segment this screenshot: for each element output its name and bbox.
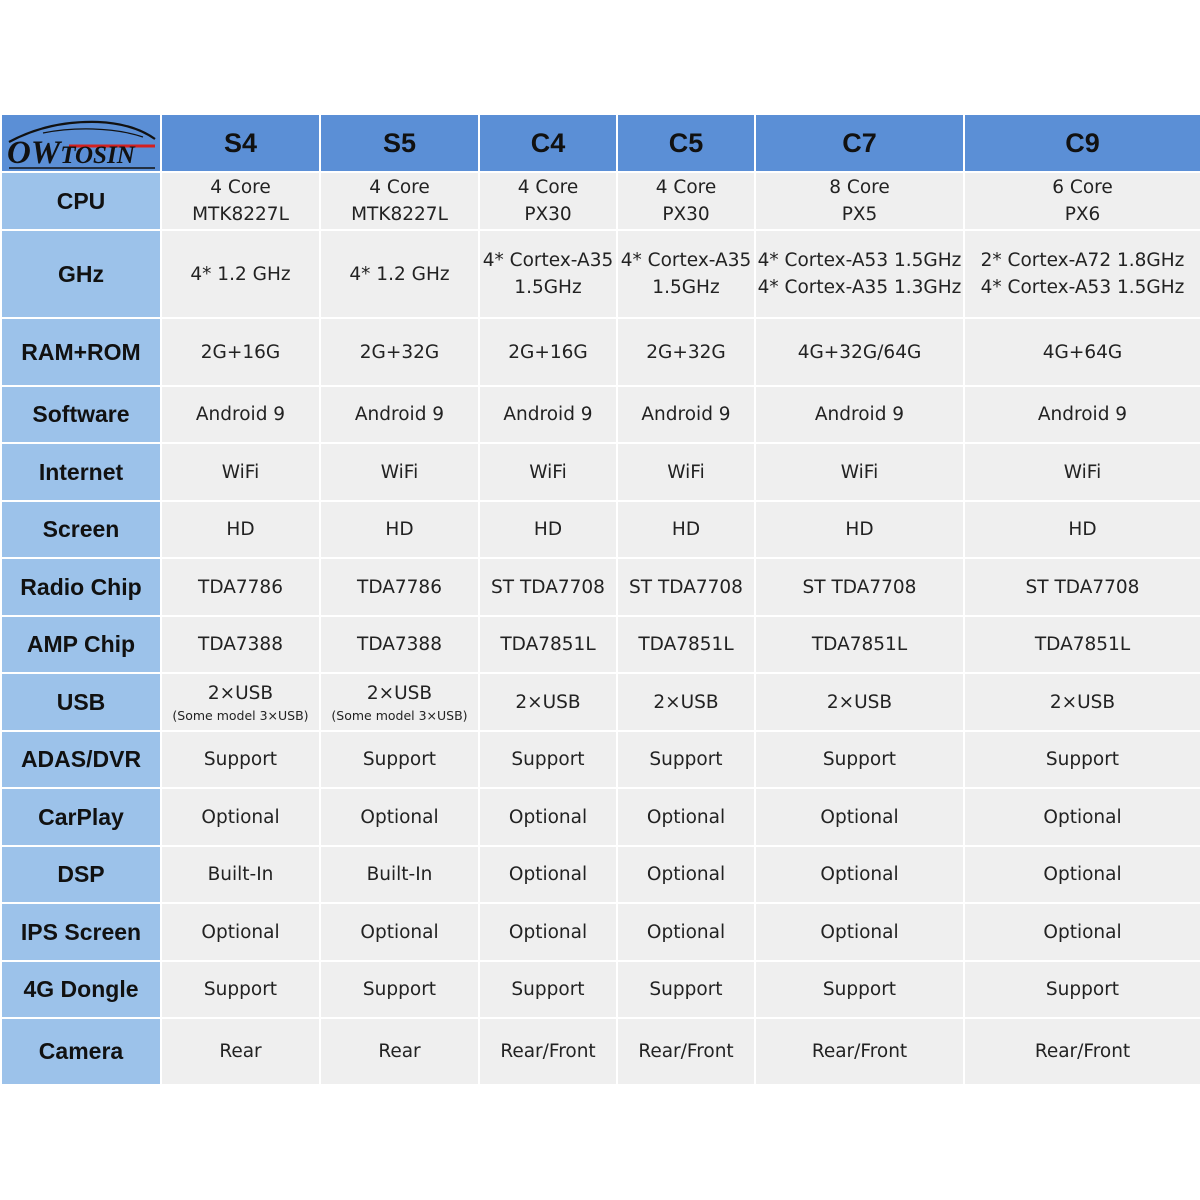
spec-cell-c9	[964, 386, 1200, 443]
spec-row	[1, 903, 1200, 961]
cell-value: Support	[362, 749, 437, 770]
cell-value: PX30	[662, 204, 710, 225]
spec-row	[1, 616, 1200, 673]
spec-cell-s5	[320, 731, 479, 788]
spec-cell-s5	[320, 443, 479, 501]
cell-value: 4 Core	[655, 177, 717, 198]
cell-value: 4* Cortex-A35	[482, 250, 614, 271]
model-header-c7: C7	[755, 114, 964, 172]
spec-row	[1, 443, 1200, 501]
row-label: Software	[1, 386, 161, 443]
spec-cell-s4	[161, 788, 320, 846]
spec-cell-c9	[964, 318, 1200, 386]
spec-cell-s5	[320, 673, 479, 731]
cell-value: TDA7851L	[1034, 634, 1131, 655]
cell-value: Optional	[1043, 806, 1122, 828]
cell-value: Support	[649, 979, 723, 1000]
spec-cell-c7	[755, 1018, 964, 1085]
spec-row	[1, 386, 1200, 443]
spec-cell-c4	[479, 616, 617, 673]
cell-value: Rear/Front	[638, 1041, 734, 1062]
spec-cell-c4	[479, 318, 617, 386]
cell-value: Optional	[360, 921, 439, 943]
spec-cell-c9	[964, 788, 1200, 846]
logo-cell	[1, 114, 161, 172]
cell-value: 4 Core	[517, 177, 579, 198]
cell-value: 2×USB	[366, 682, 433, 704]
cell-value: Support	[1045, 749, 1120, 770]
spec-cell-s5	[320, 846, 479, 903]
cell-value: TDA7786	[357, 576, 442, 598]
cell-value: 2×USB	[653, 691, 719, 713]
spec-row	[1, 230, 1200, 318]
spec-cell-c5	[617, 443, 755, 501]
spec-cell-s4	[161, 172, 320, 230]
spec-cell-c4	[479, 386, 617, 443]
row-label: CPU	[1, 172, 161, 230]
spec-cell-c7	[755, 673, 964, 731]
cell-value: 4 Core	[369, 177, 430, 198]
model-header-s5: S5	[320, 114, 479, 172]
model-header-c4: C4	[479, 114, 617, 172]
cell-value: Optional	[508, 864, 588, 885]
spec-cell-c5	[617, 172, 755, 230]
spec-cell-c9	[964, 731, 1200, 788]
cell-value: Optional	[820, 864, 899, 885]
cell-value: Built-In	[207, 864, 274, 885]
spec-cell-c9	[964, 616, 1200, 673]
cell-value: TDA7388	[198, 634, 283, 655]
spec-cell-c9	[964, 230, 1200, 318]
logo-wordmark	[7, 135, 135, 172]
spec-cell-c5	[617, 1018, 755, 1085]
spec-cell-c4	[479, 501, 617, 558]
spec-row	[1, 1018, 1200, 1085]
spec-cell-c5	[617, 673, 755, 731]
cell-note: (Some model 3×USB)	[331, 707, 468, 723]
cell-value: Android 9	[354, 404, 445, 425]
spec-cell-c7	[755, 172, 964, 230]
cell-value: Rear	[219, 1041, 262, 1062]
cell-value: ST TDA7708	[1025, 576, 1140, 598]
cell-value: Support	[511, 749, 585, 770]
cell-value: TDA7851L	[638, 634, 734, 655]
spec-cell-c7	[755, 318, 964, 386]
spec-cell-s4	[161, 1018, 320, 1085]
cell-value: WiFi	[221, 461, 260, 483]
row-label: DSP	[1, 846, 161, 903]
cell-value: WiFi	[529, 461, 567, 483]
cell-value: Optional	[201, 806, 280, 828]
spec-cell-c7	[755, 616, 964, 673]
cell-value: 2G+16G	[508, 341, 588, 363]
cell-value: Rear/Front	[811, 1041, 908, 1062]
cell-value: 6 Core	[1052, 177, 1113, 198]
cell-value: ST TDA7708	[491, 576, 605, 598]
spec-cell-s4	[161, 501, 320, 558]
spec-cell-s5	[320, 903, 479, 961]
spec-cell-c5	[617, 846, 755, 903]
spec-cell-c4	[479, 558, 617, 616]
spec-cell-c4	[479, 673, 617, 731]
cell-value: TDA7388	[357, 634, 442, 655]
logo-text-ow: OW	[7, 135, 61, 171]
cell-value: Support	[1045, 979, 1120, 1000]
spec-cell-c5	[617, 903, 755, 961]
cell-value: Optional	[820, 806, 899, 828]
spec-cell-s4	[161, 318, 320, 386]
spec-cell-s4	[161, 673, 320, 731]
spec-cell-s5	[320, 1018, 479, 1085]
cell-value: Optional	[1043, 864, 1122, 885]
row-label: ADAS/DVR	[1, 731, 161, 788]
spec-cell-c9	[964, 1018, 1200, 1085]
cell-value: Support	[511, 979, 585, 1000]
spec-cell-c7	[755, 903, 964, 961]
cell-value: Support	[649, 749, 723, 770]
cell-value: MTK8227L	[351, 204, 448, 225]
cell-value: Android 9	[1037, 404, 1128, 425]
cell-value: 2×USB	[826, 691, 893, 713]
spec-cell-s5	[320, 558, 479, 616]
cell-value: Optional	[508, 921, 588, 943]
cell-value: Optional	[360, 806, 439, 828]
spec-row	[1, 731, 1200, 788]
row-label: CarPlay	[1, 788, 161, 846]
cell-value: 2×USB	[1049, 691, 1116, 713]
cell-value: TDA7786	[198, 576, 283, 598]
row-label: GHz	[1, 230, 161, 318]
cell-value: 2G+16G	[200, 341, 281, 363]
spec-cell-c5	[617, 731, 755, 788]
spec-cell-c5	[617, 558, 755, 616]
model-header-c9: C9	[964, 114, 1200, 172]
cell-value: PX6	[1064, 204, 1101, 225]
cell-value: 1.5GHz	[514, 277, 582, 298]
spec-cell-c9	[964, 501, 1200, 558]
row-label: USB	[1, 673, 161, 731]
spec-row	[1, 961, 1200, 1018]
spec-cell-s4	[161, 846, 320, 903]
spec-cell-c9	[964, 443, 1200, 501]
cell-value: Optional	[646, 864, 726, 885]
spec-cell-s4	[161, 903, 320, 961]
spec-row	[1, 673, 1200, 731]
spec-cell-c4	[479, 788, 617, 846]
spec-cell-c4	[479, 443, 617, 501]
cell-value: Support	[203, 979, 278, 1000]
spec-row	[1, 318, 1200, 386]
logo-text-tosin: TOSIN	[60, 142, 135, 169]
spec-cell-c9	[964, 846, 1200, 903]
spec-cell-c4	[479, 1018, 617, 1085]
cell-value: Rear	[378, 1041, 421, 1062]
spec-cell-c4	[479, 172, 617, 230]
spec-cell-c5	[617, 788, 755, 846]
cell-value: Optional	[1043, 921, 1122, 943]
spec-cell-c4	[479, 731, 617, 788]
cell-value: Optional	[508, 806, 588, 828]
row-label: IPS Screen	[1, 903, 161, 961]
cell-value: 4* Cortex-A53 1.5GHz	[757, 250, 962, 271]
brand-logo	[3, 115, 159, 171]
cell-value: Support	[822, 749, 897, 770]
spec-cell-c5	[617, 616, 755, 673]
spec-cell-s5	[320, 501, 479, 558]
row-label: RAM+ROM	[1, 318, 161, 386]
spec-cell-s4	[161, 443, 320, 501]
spec-cell-c7	[755, 558, 964, 616]
row-label: Radio Chip	[1, 558, 161, 616]
cell-note: (Some model 3×USB)	[172, 707, 309, 723]
cell-value: 2×USB	[515, 691, 581, 713]
row-label: Screen	[1, 501, 161, 558]
spec-cell-c9	[964, 961, 1200, 1018]
row-label: Camera	[1, 1018, 161, 1085]
cell-value: ST TDA7708	[629, 576, 743, 598]
spec-cell-s5	[320, 616, 479, 673]
spec-cell-c7	[755, 501, 964, 558]
spec-cell-c7	[755, 788, 964, 846]
cell-value: HD	[1068, 519, 1097, 540]
spec-cell-s4	[161, 731, 320, 788]
cell-value: ST TDA7708	[802, 576, 917, 598]
spec-cell-c4	[479, 961, 617, 1018]
spec-cell-c5	[617, 318, 755, 386]
model-header-c5: C5	[617, 114, 755, 172]
cell-value: Support	[362, 979, 437, 1000]
spec-cell-c5	[617, 230, 755, 318]
cell-value: WiFi	[667, 461, 705, 483]
cell-value: PX5	[841, 204, 878, 225]
cell-value: 2×USB	[207, 682, 274, 704]
cell-value: Android 9	[641, 404, 731, 425]
spec-cell-c5	[617, 961, 755, 1018]
model-header-s4: S4	[161, 114, 320, 172]
spec-row	[1, 558, 1200, 616]
spec-row	[1, 788, 1200, 846]
spec-cell-c4	[479, 230, 617, 318]
spec-row	[1, 846, 1200, 903]
spec-row	[1, 172, 1200, 230]
cell-value: Rear/Front	[500, 1041, 596, 1062]
cell-value: Support	[203, 749, 278, 770]
spec-cell-s5	[320, 172, 479, 230]
cell-value: WiFi	[840, 461, 879, 483]
cell-value: 4* 1.2 GHz	[349, 263, 450, 285]
cell-value: HD	[845, 519, 874, 540]
cell-value: Android 9	[814, 404, 905, 425]
cell-value: Optional	[646, 921, 726, 943]
spec-cell-s5	[320, 230, 479, 318]
spec-cell-s4	[161, 386, 320, 443]
cell-value: HD	[533, 519, 563, 540]
cell-value: Support	[822, 979, 897, 1000]
cell-value: Rear/Front	[1034, 1041, 1131, 1062]
cell-value: 4* 1.2 GHz	[190, 263, 291, 285]
spec-cell-s5	[320, 318, 479, 386]
cell-value: TDA7851L	[811, 634, 908, 655]
spec-cell-c7	[755, 961, 964, 1018]
header-row	[1, 114, 1200, 172]
cell-value: PX30	[524, 204, 572, 225]
row-label: 4G Dongle	[1, 961, 161, 1018]
cell-value: Optional	[201, 921, 280, 943]
spec-cell-c4	[479, 846, 617, 903]
cell-value: HD	[671, 519, 701, 540]
cell-value: 4G+64G	[1042, 341, 1123, 363]
spec-cell-c9	[964, 172, 1200, 230]
spec-row	[1, 501, 1200, 558]
spec-cell-c7	[755, 386, 964, 443]
cell-value: 1.5GHz	[652, 277, 720, 298]
cell-value: 2* Cortex-A72 1.8GHz	[980, 250, 1185, 271]
spec-cell-c9	[964, 558, 1200, 616]
spec-cell-s5	[320, 788, 479, 846]
cell-value: Optional	[820, 921, 899, 943]
spec-cell-c5	[617, 501, 755, 558]
cell-value: Optional	[646, 806, 726, 828]
cell-value: 4* Cortex-A53 1.5GHz	[980, 277, 1185, 298]
spec-cell-c9	[964, 903, 1200, 961]
spec-cell-s4	[161, 230, 320, 318]
spec-cell-c7	[755, 230, 964, 318]
spec-cell-c7	[755, 846, 964, 903]
table-body	[1, 172, 1200, 1085]
cell-value: 2G+32G	[359, 341, 440, 363]
cell-value: 4 Core	[210, 177, 271, 198]
cell-value: 4* Cortex-A35 1.3GHz	[757, 277, 962, 298]
spec-cell-s5	[320, 961, 479, 1018]
cell-value: WiFi	[380, 461, 419, 483]
spec-cell-s4	[161, 558, 320, 616]
cell-value: TDA7851L	[500, 634, 596, 655]
cell-value: 2G+32G	[646, 341, 726, 363]
cell-value: 8 Core	[829, 177, 890, 198]
cell-value: Built-In	[366, 864, 433, 885]
spec-comparison-table	[0, 113, 1200, 1086]
spec-cell-s4	[161, 961, 320, 1018]
spec-cell-s5	[320, 386, 479, 443]
cell-value: 4* Cortex-A35	[620, 250, 752, 271]
spec-cell-c9	[964, 673, 1200, 731]
cell-value: HD	[385, 519, 414, 540]
spec-cell-c5	[617, 386, 755, 443]
cell-value: WiFi	[1063, 461, 1102, 483]
cell-value: HD	[226, 519, 255, 540]
cell-value: Android 9	[503, 404, 593, 425]
spec-cell-c4	[479, 903, 617, 961]
spec-cell-c7	[755, 731, 964, 788]
cell-value: MTK8227L	[192, 204, 289, 225]
cell-value: Android 9	[195, 404, 286, 425]
row-label: AMP Chip	[1, 616, 161, 673]
spec-cell-s4	[161, 616, 320, 673]
spec-cell-c7	[755, 443, 964, 501]
cell-value: 4G+32G/64G	[797, 341, 922, 363]
row-label: Internet	[1, 443, 161, 501]
